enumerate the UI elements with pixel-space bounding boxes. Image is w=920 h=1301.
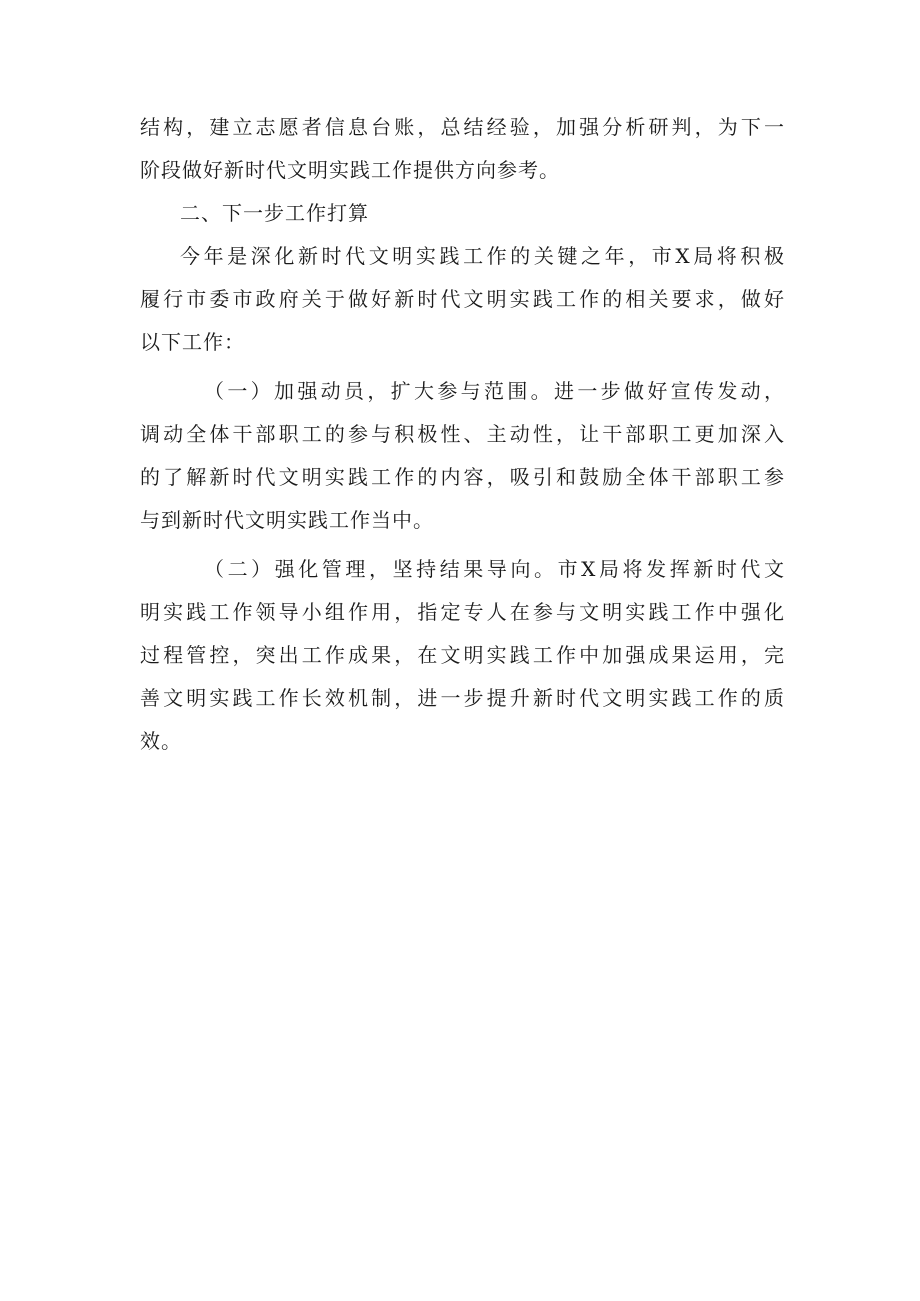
section-heading	[140, 192, 785, 235]
text-line: 的了解新时代文明实践工作的内容，吸引和鼓励全体干部职工参	[140, 465, 785, 489]
text-line: 结构，建立志愿者信息台账，总结经验，加强分析研判，为下一	[140, 115, 785, 139]
text-line: 履行市委市政府关于做好新时代文明实践工作的相关要求，做好	[140, 287, 785, 311]
text-line: 与到新时代文明实践工作当中。	[140, 508, 434, 532]
text-line: 以下工作：	[140, 330, 245, 354]
text-line: 过程管控，突出工作成果，在文明实践工作中加强成果运用，完	[140, 643, 785, 667]
text-line: 阶段做好新时代文明实践工作提供方向参考。	[140, 158, 560, 182]
text-line: （一）加强动员，扩大参与范围。进一步做好宣传发动，	[204, 379, 785, 403]
text-line: （二）强化管理，坚持结果导向。市X局将发挥新时代文	[204, 557, 785, 581]
document-body	[140, 106, 785, 763]
text-line: 今年是深化新时代文明实践工作的关键之年，市X局将积极	[180, 244, 785, 268]
heading-text: 二、下一步工作打算	[180, 201, 369, 225]
paragraph-intro	[140, 235, 785, 364]
paragraph-continuation	[140, 106, 785, 192]
text-line: 效。	[140, 729, 182, 753]
paragraph-item-1	[140, 370, 785, 542]
text-line: 调动全体干部职工的参与积极性、主动性，让干部职工更加深入	[140, 422, 785, 446]
paragraph-item-2	[140, 548, 785, 763]
text-line: 善文明实践工作长效机制，进一步提升新时代文明实践工作的质	[140, 686, 785, 710]
text-line: 明实践工作领导小组作用，指定专人在参与文明实践工作中强化	[140, 600, 785, 624]
